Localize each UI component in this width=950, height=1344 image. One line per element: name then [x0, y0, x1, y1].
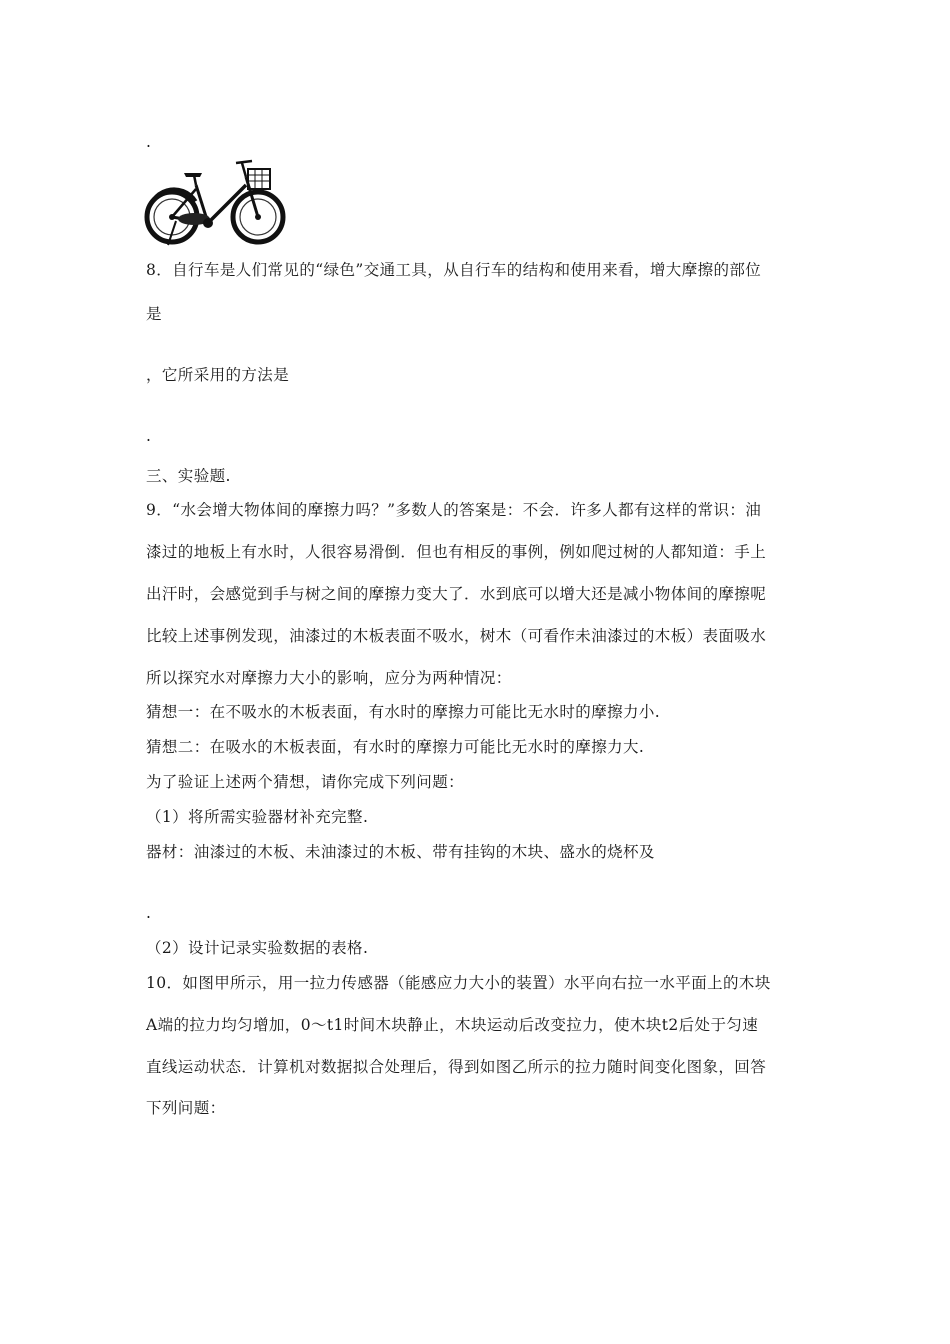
question-10-line-2: A端的拉力均匀增加，0～t1时间木块静止，木块运动后改变拉力，使木块t2后处于匀速 — [146, 1016, 759, 1034]
question-9-prompt: 为了验证上述两个猜想，请你完成下列问题： — [146, 773, 465, 791]
question-9-line-4: 比较上述事例发现，油漆过的木板表面不吸水，树木（可看作未油漆过的木板）表面吸水 — [146, 627, 767, 645]
materials-line: 器材：油漆过的木板、未油漆过的木板、带有挂钩的木块、盛水的烧杯及 — [146, 843, 655, 861]
question-9-line-3: 出汗时，会感觉到手与树之间的摩擦力变大了．水到底可以增大还是减小物体间的摩擦呢 — [146, 585, 767, 603]
text-line: . — [146, 133, 152, 151]
question-10-line-3: 直线运动状态．计算机对数据拟合处理后，得到如图乙所示的拉力随时间变化图象，回答 — [146, 1058, 767, 1076]
hypothesis-1: 猜想一：在不吸水的木板表面，有水时的摩擦力可能比无水时的摩擦力小. — [146, 703, 661, 721]
text-line: . — [146, 904, 152, 922]
question-10-line-1: 10．如图甲所示，用一拉力传感器（能感应力大小的装置）水平向右拉一水平面上的木块 — [146, 974, 771, 992]
question-9-part-2: （2）设计记录实验数据的表格. — [146, 939, 369, 957]
text-line: . — [146, 427, 152, 445]
question-9-line-5: 所以探究水对摩擦力大小的影响，应分为两种情况： — [146, 669, 512, 687]
question-8-line-3: ，它所采用的方法是 — [146, 366, 290, 384]
hypothesis-2: 猜想二：在吸水的木板表面，有水时的摩擦力可能比无水时的摩擦力大. — [146, 738, 645, 756]
question-8-line-1: 8．自行车是人们常见的“绿色”交通工具，从自行车的结构和使用来看，增大摩擦的部位 — [146, 261, 762, 279]
question-9-part-1: （1）将所需实验器材补充完整. — [146, 808, 369, 826]
question-9-line-1: 9．“水会增大物体间的摩擦力吗？”多数人的答案是：不会．许多人都有这样的常识：油 — [146, 501, 762, 519]
question-8-line-2: 是 — [146, 305, 162, 323]
question-10-line-4: 下列问题： — [146, 1099, 226, 1117]
section-heading: 三、实验题. — [146, 467, 231, 485]
question-9-line-2: 漆过的地板上有水时，人很容易滑倒．但也有相反的事例，例如爬过树的人都知道：手上 — [146, 543, 767, 561]
bicycle-image — [142, 155, 286, 251]
